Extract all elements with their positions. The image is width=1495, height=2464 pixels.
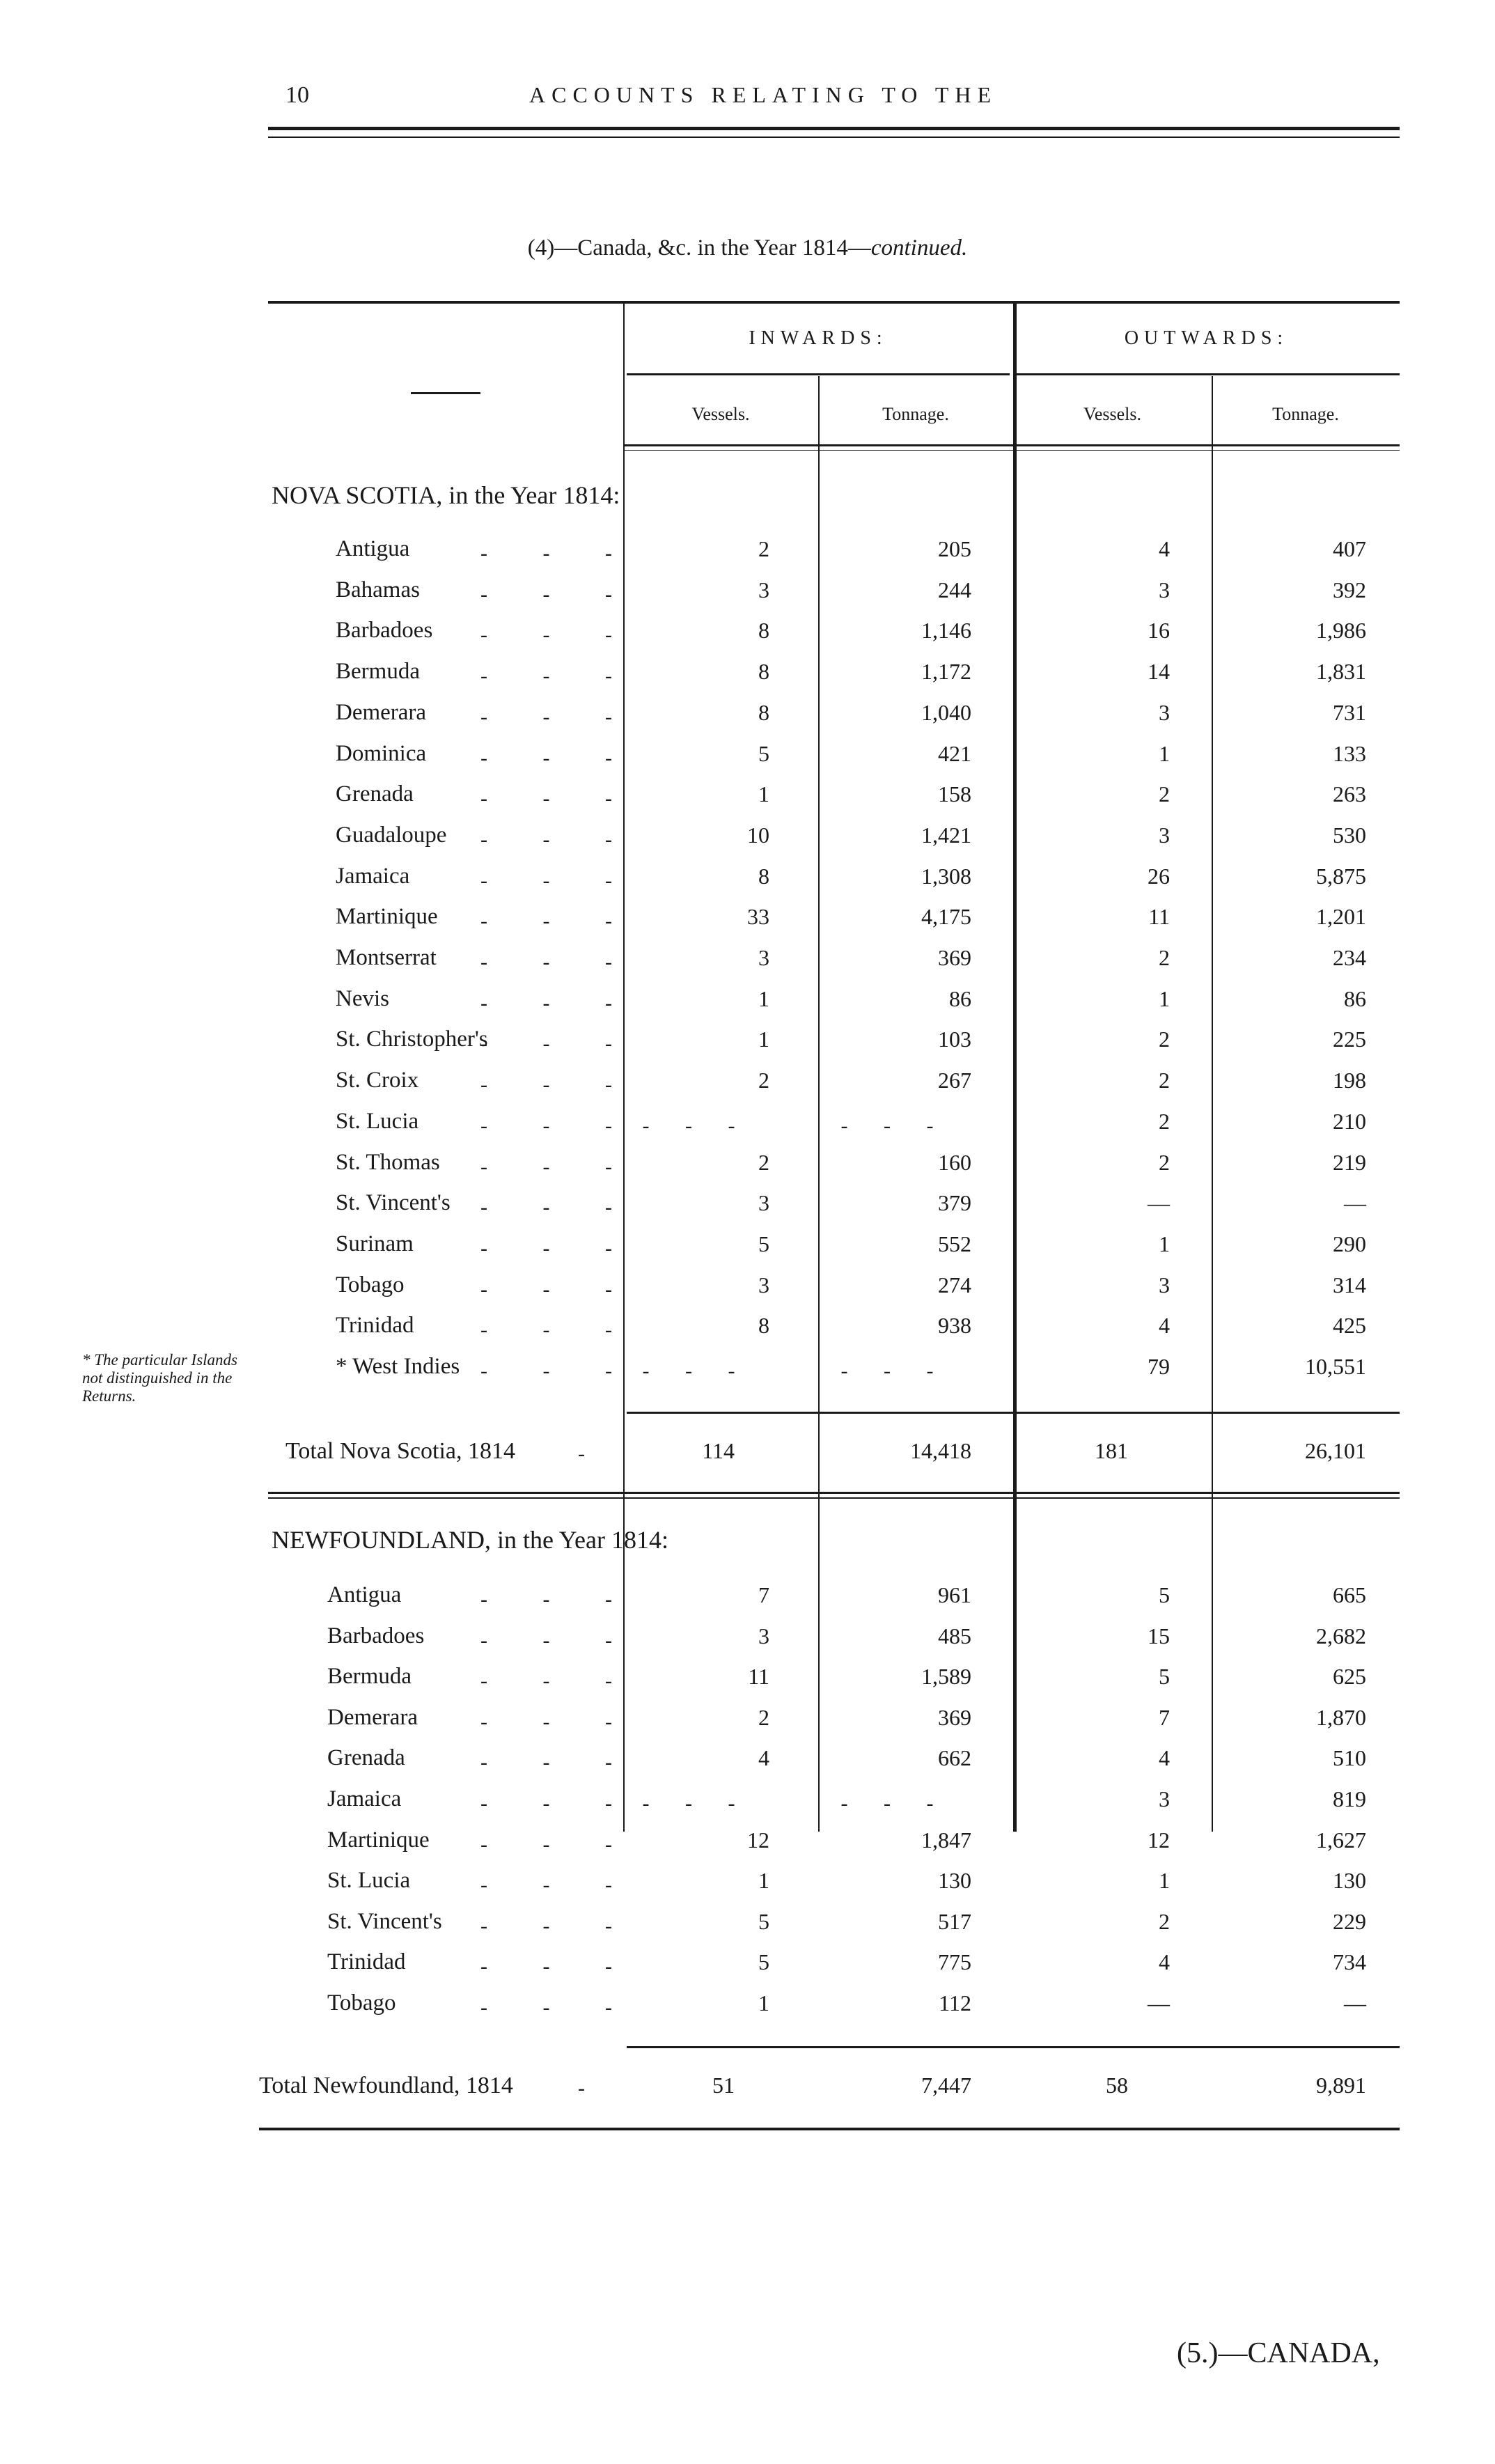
cell-in-vessels: 4 [758,1745,769,1771]
row-place-name: Demerara [336,699,427,725]
row-place-name: Montserrat [336,945,437,970]
row-leader-dots: - - - [480,623,637,647]
total-out-tonnage: 9,891 [1316,2073,1366,2098]
cell-out-vessels: 1 [1159,740,1170,766]
row-place-name: Tobago [327,1990,396,2015]
row-leader-dots: - - - [480,1710,637,1733]
cell-out-vessels: 3 [1159,1786,1170,1811]
row-leader-dots: - - - [480,1832,637,1856]
header-rule [268,137,1400,138]
cell-out-tonnage: 1,627 [1316,1827,1366,1853]
row-place-name: Barbadoes [327,1623,425,1648]
cell-in-tonnage: 267 [938,1068,971,1093]
row-place-name: St. Vincent's [327,1908,442,1934]
column-header-tonnage: Tonnage. [882,404,949,424]
cell-out-tonnage: 819 [1333,1786,1366,1811]
cell-in-vessels: 1 [758,781,769,807]
row-leader-dots: - [578,1442,610,1465]
cell-out-vessels: 1 [1159,985,1170,1011]
cell-out-vessels: 4 [1159,1745,1170,1771]
row-place-name: * West Indies [336,1354,460,1379]
cell-in-tonnage: 938 [938,1313,971,1339]
row-leader-dots: - - - [480,1751,637,1775]
cell-in-vessels: 7 [758,1582,769,1607]
cell-out-tonnage: 665 [1333,1582,1366,1607]
total-label: Total Newfoundland, 1814 [259,2073,513,2098]
cell-out-tonnage: 225 [1333,1027,1366,1052]
cell-in-vessels: 1 [758,985,769,1011]
cell-out-vessels: 2 [1159,945,1170,970]
row-leader-dots: - - - [480,1669,637,1693]
row-place-name: Barbadoes [336,618,433,644]
cell-out-tonnage: 510 [1333,1745,1366,1771]
row-leader-dots: - - - [480,1196,637,1219]
cell-in-tonnage: 369 [938,945,971,970]
cell-out-vessels: 2 [1159,1908,1170,1934]
section-divider-rule [268,1492,1400,1494]
total-out-tonnage: 26,101 [1305,1438,1366,1463]
row-leader-dots: - - - [480,1628,637,1652]
cell-in-tonnage: 1,172 [921,659,971,685]
row-place-name: Martinique [336,904,438,930]
column-header-tonnage: Tonnage. [1272,404,1339,424]
cell-out-tonnage: 425 [1333,1313,1366,1339]
row-leader-dots: - - - [480,1155,637,1178]
cell-in-tonnage: 86 [949,985,971,1011]
running-head: ACCOUNTS RELATING TO THE [529,82,998,107]
row-leader-dots: - - - [480,1277,637,1301]
cell-in-tonnage: 1,589 [921,1664,971,1690]
row-place-name: Nevis [336,985,389,1011]
cell-out-vessels: 2 [1159,781,1170,807]
row-place-name: Demerara [327,1704,418,1730]
cell-in-tonnage: 1,146 [921,618,971,644]
cell-out-tonnage: 10,551 [1305,1354,1366,1379]
row-place-name: Trinidad [336,1313,414,1339]
cell-in-vessels: 1 [758,1990,769,2015]
cell-out-vessels: 2 [1159,1027,1170,1052]
margin-note: * The particular Islands not distinguished in the Returns. [82,1351,237,1405]
cell-in-vessels: 8 [758,659,769,685]
cell-in-tonnage: 775 [938,1949,971,1975]
row-leader-dots: - - - [480,1955,637,1979]
cell-in-tonnage: 421 [938,740,971,766]
row-leader-dots: - - - [480,827,637,851]
row-leader-dots: - - - [480,1792,637,1815]
cell-in-vessels: 2 [758,1704,769,1730]
cell-in-tonnage: 485 [938,1623,971,1648]
row-leader-dots: - [578,2077,610,2100]
cell-in-vessels: 3 [758,1190,769,1216]
row-leader-dots: - - - [480,1114,637,1137]
section-heading: NEWFOUNDLAND, in the Year 1814: [272,1526,668,1554]
row-leader-dots: - - - [480,1032,637,1056]
row-leader-dots: - - - [480,664,637,688]
cell-in-vessels: 5 [758,1908,769,1934]
cell-out-vessels: 26 [1148,863,1170,889]
cell-in-tonnage: 662 [938,1745,971,1771]
cell-out-tonnage: 530 [1333,822,1366,848]
cell-in-vessels: 10 [747,822,769,848]
cell-out-tonnage: 130 [1333,1868,1366,1894]
cell-out-vessels: 1 [1159,1231,1170,1256]
cell-out-tonnage: 734 [1333,1949,1366,1975]
cell-in-tonnage: 274 [938,1272,971,1297]
header-bottom-rule [623,444,1400,446]
cell-in-vessels: 2 [758,1068,769,1093]
row-leader-dots: - - - [480,582,637,606]
cell-in-vessels: - - - [642,1359,751,1382]
cell-in-tonnage: 961 [938,1582,971,1607]
cell-in-vessels: 8 [758,863,769,889]
column-group-outwards: OUTWARDS: [1124,327,1289,349]
cell-in-tonnage: 1,040 [921,699,971,725]
cell-out-vessels: 5 [1159,1582,1170,1607]
section-heading: NOVA SCOTIA, in the Year 1814: [272,481,620,509]
row-place-name: St. Thomas [336,1149,440,1175]
row-place-name: St. Lucia [327,1868,411,1894]
row-leader-dots: - - - [480,868,637,892]
group-rule-inwards [627,373,1010,375]
cell-in-vessels: 3 [758,945,769,970]
cell-out-tonnage: 234 [1333,945,1366,970]
total-rule [627,1412,1400,1414]
cell-in-tonnage: 112 [939,1990,971,2015]
cell-out-vessels: 79 [1148,1354,1170,1379]
row-place-name: Dominica [336,740,427,766]
row-place-name: St. Lucia [336,1108,419,1134]
cell-in-vessels: 11 [748,1664,769,1690]
column-header-vessels: Vessels. [691,404,750,424]
cell-in-tonnage: 1,847 [921,1827,971,1853]
cell-out-vessels: 2 [1159,1149,1170,1175]
page-number: 10 [285,82,309,108]
row-place-name: St. Vincent's [336,1190,451,1216]
total-out-vessels: 181 [1095,1438,1128,1463]
row-place-name: Antigua [327,1582,402,1607]
cell-in-tonnage: - - - [840,1359,949,1382]
cell-in-tonnage: 379 [938,1190,971,1216]
cell-in-tonnage: 205 [938,536,971,561]
cell-out-tonnage: 5,875 [1316,863,1366,889]
cell-in-vessels: 5 [758,740,769,766]
row-place-name: St. Christopher's [336,1027,488,1052]
cell-out-vessels: 3 [1159,822,1170,848]
cell-out-tonnage: 314 [1333,1272,1366,1297]
cell-out-vessels: 16 [1148,618,1170,644]
cell-out-vessels: 2 [1159,1068,1170,1093]
row-place-name: Grenada [327,1745,405,1771]
cell-out-tonnage: 407 [1333,536,1366,561]
cell-out-vessels: — [1148,1990,1170,2015]
cell-out-tonnage: 1,870 [1316,1704,1366,1730]
cell-out-tonnage: 731 [1333,699,1366,725]
cell-in-vessels: 2 [758,536,769,561]
row-leader-dots: - - - [480,951,637,974]
row-leader-dots: - - - [480,1359,637,1382]
cell-out-tonnage: 86 [1344,985,1366,1011]
total-label: Total Nova Scotia, 1814 [285,1438,516,1464]
header-bottom-rule [623,450,1400,451]
cell-out-vessels: 4 [1159,1313,1170,1339]
column-header-vessels: Vessels. [1083,404,1142,424]
cell-out-vessels: 1 [1159,1868,1170,1894]
cell-out-vessels: 14 [1148,659,1170,685]
cell-out-vessels: — [1148,1190,1170,1216]
cell-out-vessels: 15 [1148,1623,1170,1648]
cell-in-tonnage: 1,308 [921,863,971,889]
column-group-inwards: INWARDS: [749,327,888,349]
cell-out-tonnage: 210 [1333,1108,1366,1134]
cell-in-vessels: 2 [758,1149,769,1175]
total-out-vessels: 58 [1106,2073,1128,2098]
row-leader-dots: - - - [480,1914,637,1937]
cell-in-tonnage: - - - [840,1792,949,1815]
cell-in-vessels: 1 [758,1027,769,1052]
table-caption-continued: continued. [870,235,968,260]
row-place-name: St. Croix [336,1068,419,1093]
header-rule [268,127,1400,130]
catchword: (5.)—CANADA, [1177,2337,1380,2369]
cell-in-vessels: 8 [758,699,769,725]
cell-in-vessels: - - - [642,1114,751,1137]
cell-out-vessels: 3 [1159,577,1170,602]
cell-out-tonnage: 290 [1333,1231,1366,1256]
row-leader-dots: - - - [480,910,637,933]
row-leader-dots: - - - [480,705,637,728]
cell-out-tonnage: 2,682 [1316,1623,1366,1648]
cell-in-vessels: 8 [758,618,769,644]
cell-out-vessels: 3 [1159,1272,1170,1297]
row-place-name: Surinam [336,1231,414,1256]
total-in-vessels: 51 [712,2073,735,2098]
cell-out-vessels: 4 [1159,536,1170,561]
cell-in-vessels: 1 [758,1868,769,1894]
cell-out-tonnage: 198 [1333,1068,1366,1093]
row-leader-dots: - - - [480,787,637,811]
cell-out-vessels: 7 [1159,1704,1170,1730]
cell-in-tonnage: 369 [938,1704,971,1730]
cell-out-vessels: 4 [1159,1949,1170,1975]
row-leader-dots: - - - [480,991,637,1015]
table-caption [0,235,1495,261]
row-place-name: Grenada [336,781,414,807]
group-rule-outwards [1017,373,1400,375]
cell-out-tonnage: 263 [1333,781,1366,807]
cell-in-tonnage: 160 [938,1149,971,1175]
table-caption-text: (4)—Canada, &c. in the Year 1814— [527,235,871,260]
cell-in-tonnage: 1,421 [921,822,971,848]
row-place-name: Bermuda [336,659,420,685]
cell-in-vessels: 3 [758,1272,769,1297]
row-leader-dots: - - - [480,542,637,565]
stub-header-dash [411,392,480,394]
cell-out-tonnage: 625 [1333,1664,1366,1690]
cell-out-tonnage: 219 [1333,1149,1366,1175]
cell-in-vessels: 3 [758,577,769,602]
cell-out-tonnage: 1,201 [1316,904,1366,930]
cell-in-tonnage: 244 [938,577,971,602]
cell-out-tonnage: 1,986 [1316,618,1366,644]
row-place-name: Jamaica [327,1786,402,1811]
total-in-tonnage: 7,447 [921,2073,971,2098]
cell-in-vessels: 5 [758,1949,769,1975]
cell-in-tonnage: 552 [938,1231,971,1256]
row-leader-dots: - - - [480,1588,637,1611]
cell-in-vessels: 8 [758,1313,769,1339]
cell-out-tonnage: 392 [1333,577,1366,602]
row-place-name: Bahamas [336,577,420,602]
cell-in-tonnage: 4,175 [921,904,971,930]
row-place-name: Bermuda [327,1664,412,1690]
row-place-name: Martinique [327,1827,430,1853]
cell-in-tonnage: 130 [938,1868,971,1894]
cell-in-vessels: 3 [758,1623,769,1648]
cell-out-tonnage: 1,831 [1316,659,1366,685]
table-top-rule [268,301,1400,304]
row-place-name: Jamaica [336,863,410,889]
cell-out-vessels: 3 [1159,699,1170,725]
cell-out-tonnage: 229 [1333,1908,1366,1934]
table-bottom-rule [259,2128,1400,2130]
cell-in-vessels: - - - [642,1792,751,1815]
total-in-vessels: 114 [702,1438,735,1463]
cell-in-tonnage: 158 [938,781,971,807]
cell-in-tonnage: 103 [938,1027,971,1052]
row-place-name: Trinidad [327,1949,406,1975]
row-leader-dots: - - - [480,1236,637,1260]
row-leader-dots: - - - [480,1996,637,2019]
row-place-name: Guadaloupe [336,822,447,848]
row-place-name: Antigua [336,536,410,561]
cell-out-vessels: 11 [1148,904,1170,930]
cell-out-tonnage: — [1344,1990,1366,2015]
row-leader-dots: - - - [480,1073,637,1097]
cell-in-tonnage: - - - [840,1114,949,1137]
cell-out-vessels: 12 [1148,1827,1170,1853]
cell-in-tonnage: 517 [938,1908,971,1934]
row-leader-dots: - - - [480,1318,637,1342]
cell-out-vessels: 5 [1159,1664,1170,1690]
total-in-tonnage: 14,418 [910,1438,971,1463]
cell-out-tonnage: — [1344,1190,1366,1216]
cell-out-tonnage: 133 [1333,740,1366,766]
cell-in-vessels: 5 [758,1231,769,1256]
row-leader-dots: - - - [480,1873,637,1897]
total-rule [627,2046,1400,2048]
row-place-name: Tobago [336,1272,405,1297]
cell-in-vessels: 12 [747,1827,769,1853]
cell-in-vessels: 33 [747,904,769,930]
cell-out-vessels: 2 [1159,1108,1170,1134]
row-leader-dots: - - - [480,746,637,770]
section-divider-rule [268,1497,1400,1499]
